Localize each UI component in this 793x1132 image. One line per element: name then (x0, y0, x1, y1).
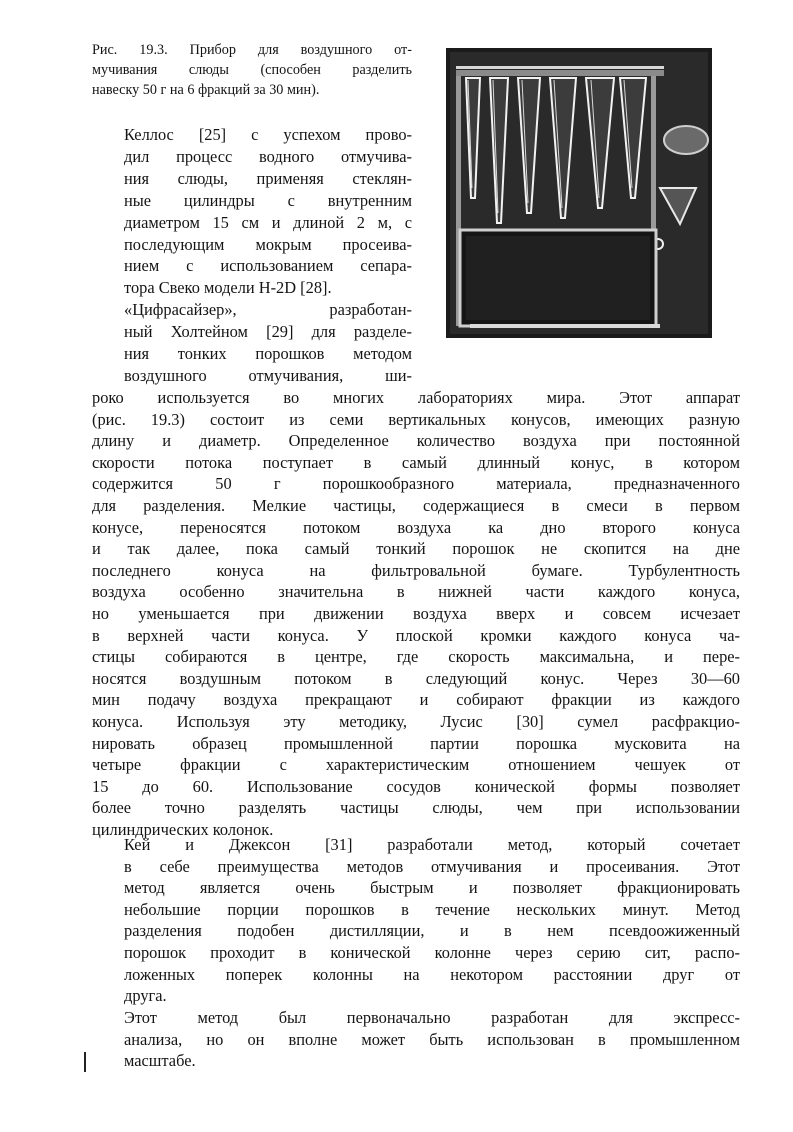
text-line: диаметром 15 см и длиной 2 м, с (124, 212, 412, 232)
text-line: дил процесс водного отмучива- (124, 146, 412, 166)
paragraph-2 (92, 299, 412, 387)
text-line: нием с использованием сепара- (124, 256, 412, 276)
caption-line: Рис. 19.3. Прибор для воздушного от- (92, 42, 412, 58)
text-line: последующим мокрым просеива- (124, 234, 412, 254)
text-line: Этот метод был первоначально разработан для экспресс- (124, 1008, 740, 1027)
text-line: но уменьшается при движении воздуха вверх и совсем исчезает (92, 603, 740, 623)
text-line: ния слюды, применяя стеклян- (124, 168, 412, 188)
text-line: в верхней части конуса. У плоской кромки каждого конуса ча- (92, 625, 740, 645)
text-line: «Цифрасайзер», разработан- (124, 300, 412, 319)
caption-line: мучивания слюды (способен разделить (92, 62, 412, 78)
text-line: скорости потока поступает в самый длинный конус, в котором (92, 452, 740, 472)
paragraph-2-continued (92, 387, 740, 840)
text-line: более точно разделять частицы слюды, чем при использовании (92, 798, 740, 818)
text-line: друга. (124, 986, 167, 1006)
apparatus-photo (446, 48, 712, 338)
text-line: тора Свеко модели H-2D [28]. (124, 278, 332, 298)
paragraph-4 (92, 834, 740, 1007)
figure-caption (92, 40, 412, 100)
text-line: небольшие порции порошков в течение нескольких минут. Метод (124, 899, 740, 919)
text-line: длину и диаметр. Определенное количество воздуха при постоянной (92, 431, 740, 451)
text-line: ный Холтейном [29] для разделе- (124, 321, 412, 341)
text-line: конуса. Используя эту методику, Лусис [30] сумел расфракцио- (92, 711, 740, 731)
text-line: масштабе. (124, 1051, 196, 1071)
text-line: метод является очень быстрым и позволяет фракционировать (124, 878, 740, 898)
text-line: цилиндрических колонок. (92, 819, 274, 839)
text-line: (рис. 19.3) состоит из семи вертикальных конусов, имеющих разную (92, 409, 740, 429)
text-line: ложенных поперек колонны на некотором расстоянии друг от (124, 964, 740, 984)
text-line: порошок проходит в конической колонне через серию сит, распо- (124, 942, 740, 962)
text-line: и так далее, пока самый тонкий порошок не скопится на дне (92, 539, 740, 559)
paragraph-5 (92, 1007, 740, 1072)
text-line: воздуха особенно значительна в нижней части каждого конуса, (92, 582, 740, 602)
text-line: в себе преимущества методов отмучивания и просеивания. Этот (124, 856, 740, 876)
text-line: конусе, переносятся потоком воздуха ка дно второго конуса (92, 517, 740, 537)
apparatus-photo-drawing (446, 48, 712, 338)
caption-line: навеску 50 г на 6 фракций за 30 мин). (92, 82, 320, 98)
text-line: носятся воздушным потоком в следующий конус. Через 30—60 (92, 668, 740, 688)
text-line: роко используется во многих лабораториях мира. Этот аппарат (92, 388, 740, 407)
paragraph-1 (92, 124, 412, 299)
text-line: Кей и Джексон [31] разработали метод, который сочетает (124, 835, 740, 854)
text-line: содержится 50 г порошкообразного материала, предназначенного (92, 474, 740, 494)
text-line: нировать образец промышленной партии порошка мусковита на (92, 733, 740, 753)
text-line: Келлос [25] с успехом прово- (124, 125, 412, 144)
text-line: разделения подобен дистилляции, и в нем псевдоожиженный (124, 921, 740, 941)
text-line: 15 до 60. Использование сосудов конической формы позволяет (92, 776, 740, 796)
text-line: последнего конуса на фильтровальной бумаге. Турбулентность (92, 560, 740, 580)
text-line: воздушного отмучивания, ши- (124, 365, 412, 385)
text-line: стицы собираются в центре, где скорость максимальна, и пере- (92, 647, 740, 667)
margin-mark (84, 1052, 86, 1072)
text-line: ния тонких порошков методом (124, 343, 412, 363)
text-line: анализа, но он вполне может быть использован в промышленном (124, 1029, 740, 1049)
text-line: четыре фракции с характеристическим отношением чешуек от (92, 755, 740, 775)
text-line: для разделения. Мелкие частицы, содержащиеся в смеси в первом (92, 495, 740, 515)
text-line: мин подачу воздуха прекращают и собирают фракции из каждого (92, 690, 740, 710)
text-line: ные цилиндры с внутренним (124, 190, 412, 210)
